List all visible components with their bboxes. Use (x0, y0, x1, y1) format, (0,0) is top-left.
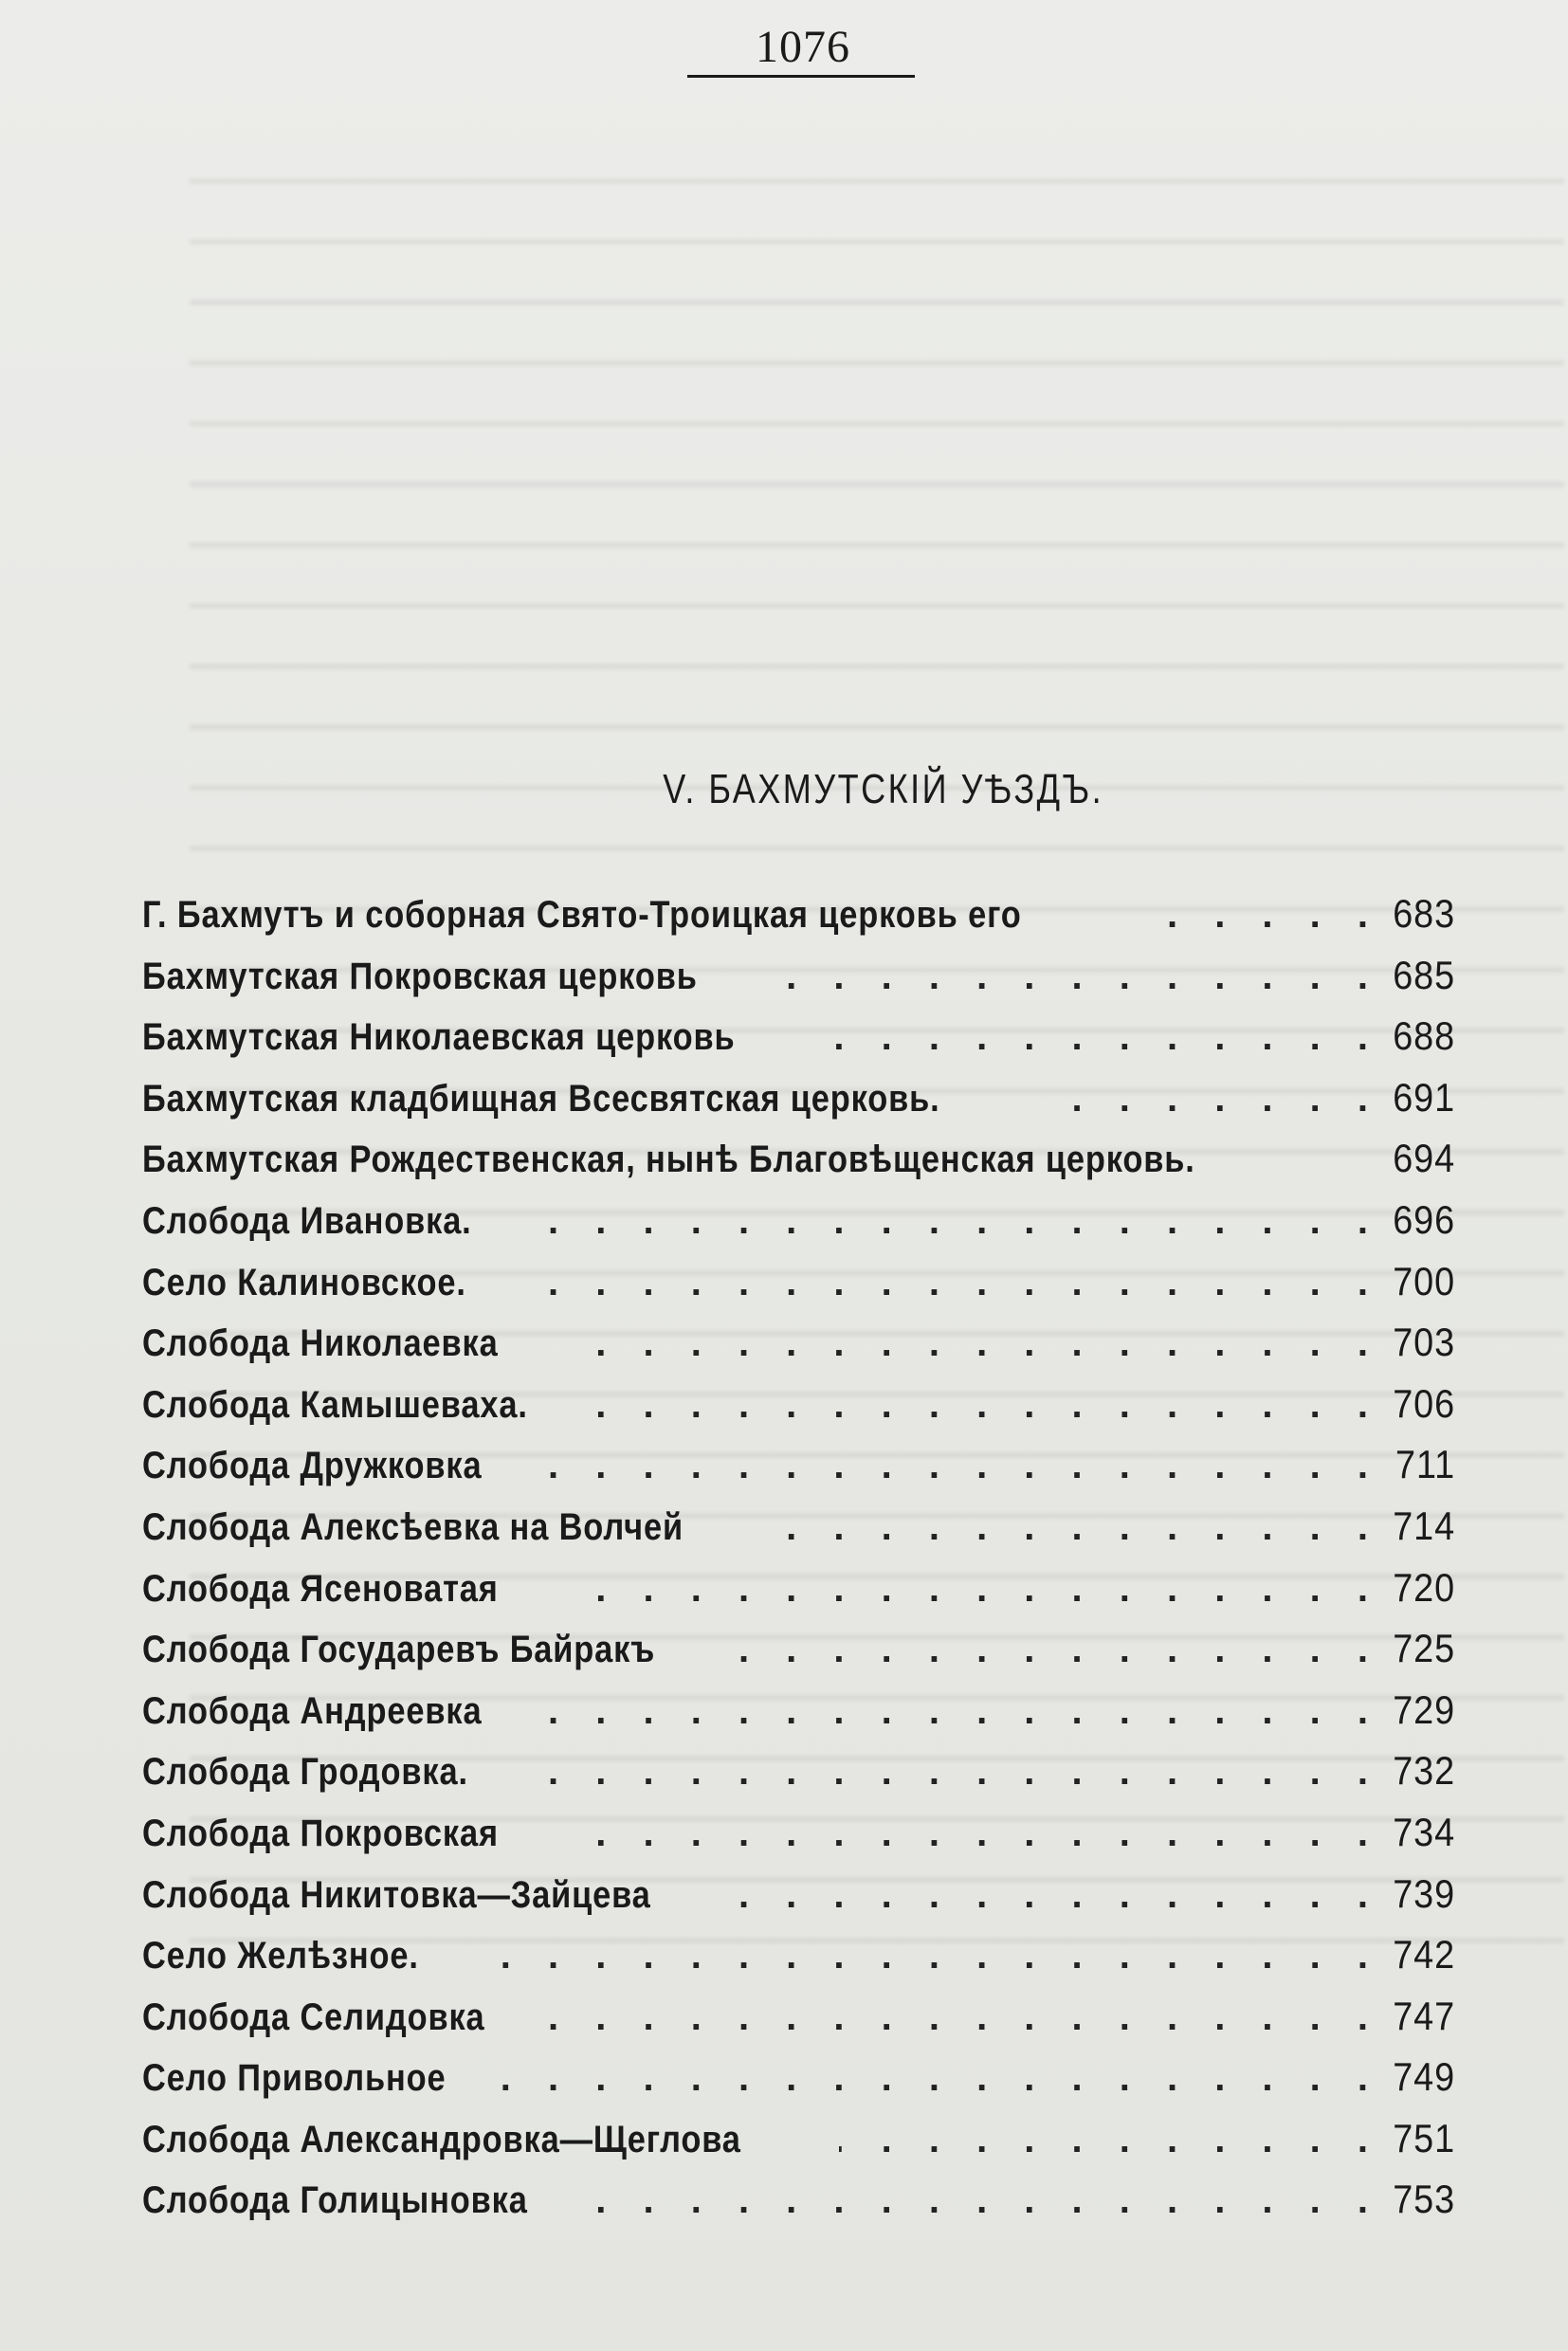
toc-entry (142, 1680, 1455, 1741)
toc-entry-page: 688 (1393, 1013, 1455, 1059)
toc-entry (142, 2108, 1455, 2170)
toc-entry (142, 1924, 1455, 1986)
toc-entry (142, 1802, 1455, 1864)
toc-entry-page: 685 (1393, 952, 1455, 997)
dot-leader (556, 1803, 1368, 1864)
toc-entry-page: 734 (1393, 1809, 1455, 1854)
page-header (689, 21, 917, 74)
toc-entry-page: 732 (1393, 1748, 1455, 1794)
toc-entry (142, 1251, 1455, 1313)
toc-entry-title: Слобода Гродовка. (142, 1751, 468, 1794)
dot-leader (831, 1007, 1368, 1067)
toc-entry (142, 1558, 1455, 1619)
toc-entry-title: Бахмутская Рождественская, нынѣ Благовѣщенская церковь. (142, 1139, 1195, 1181)
dot-leader (521, 1741, 1368, 1802)
toc-entry (142, 1128, 1455, 1190)
toc-entry-title: Слобода Алексѣевка на Волчей (142, 1505, 684, 1548)
dot-leader (734, 1865, 1368, 1925)
toc-entry-page: 706 (1393, 1380, 1455, 1426)
toc-entry (142, 1190, 1455, 1251)
toc-entry-title: Слобода Никитовка—Зайцева (142, 1873, 651, 1916)
toc-entry (142, 1374, 1455, 1435)
toc-entry-title: Слобода Ивановка. (142, 1199, 472, 1242)
toc-entry-title: Бахмутская Николаевская церковь (142, 1016, 736, 1059)
toc-entry-page: 747 (1393, 1993, 1455, 2038)
toc-entry-page: 711 (1395, 1442, 1455, 1487)
toc-entry-title: Слобода Покровская (142, 1812, 499, 1854)
toc-entry-title: Слобода Николаевка (142, 1322, 499, 1365)
toc-entry-title: Слобода Александровка—Щеглова (142, 2118, 741, 2160)
toc-entry-title: Слобода Ясеноватая (142, 1567, 499, 1610)
toc-entry-title: Село Привольное (142, 2057, 447, 2100)
dot-leader (538, 1681, 1368, 1741)
toc-entry-title: Село Желѣзное. (142, 1935, 419, 1977)
toc-entry-title: Слобода Камышеваха. (142, 1383, 528, 1426)
dot-leader (1165, 884, 1368, 945)
dot-leader (591, 2170, 1368, 2231)
toc-entry-page: 749 (1393, 2054, 1455, 2100)
dot-leader (591, 1375, 1368, 1435)
toc-entry-page: 751 (1393, 2115, 1455, 2160)
dot-leader (839, 2109, 1368, 2170)
toc-entry (142, 945, 1455, 1007)
toc-entry-page: 700 (1393, 1258, 1455, 1303)
toc-entry-page: 739 (1393, 1870, 1455, 1916)
toc-entry-title: Бахмутская Покровская церковь (142, 955, 698, 997)
toc-entry-page: 729 (1393, 1686, 1455, 1732)
toc-entry-page: 753 (1393, 2177, 1455, 2222)
toc-entry-page: 720 (1393, 1564, 1455, 1610)
toc-entry-page: 714 (1393, 1503, 1455, 1548)
toc-entry-title: Слобода Дружковка (142, 1445, 483, 1487)
dot-leader (556, 1558, 1368, 1619)
toc-entry (142, 1864, 1455, 1925)
toc-entry (142, 2169, 1455, 2231)
dot-leader (496, 2048, 1368, 2108)
section-heading-text: V. БАХМУТСКІЙ УѢЗДЪ. (663, 766, 1104, 812)
table-of-contents (142, 884, 1455, 2231)
page-number: 1076 (756, 22, 850, 72)
toc-entry (142, 1434, 1455, 1496)
dot-leader (519, 1252, 1368, 1313)
toc-entry (142, 1067, 1455, 1129)
toc-entry (142, 1986, 1455, 2048)
toc-entry-page: 691 (1393, 1074, 1455, 1120)
toc-entry-title: Бахмутская кладбищная Всесвятская церковь. (142, 1077, 940, 1120)
toc-entry (142, 884, 1455, 945)
dot-leader (1366, 1129, 1368, 1190)
toc-entry-page: 703 (1393, 1320, 1455, 1365)
toc-entry-title: Г. Бахмутъ и соборная Свято-Троицкая церковь его (142, 894, 1022, 936)
dot-leader (738, 1619, 1368, 1680)
toc-entry-title: Село Калиновское. (142, 1261, 466, 1303)
toc-entry-page: 696 (1393, 1196, 1455, 1242)
dot-leader (772, 1497, 1368, 1558)
dot-leader (788, 946, 1368, 1007)
toc-entry (142, 1618, 1455, 1680)
header-rule (687, 75, 915, 78)
toc-entry-page: 742 (1393, 1932, 1455, 1977)
section-heading (158, 766, 1444, 813)
dot-leader (525, 1191, 1368, 1251)
dot-leader (538, 1435, 1368, 1496)
toc-entry-title: Слобода Государевъ Байракъ (142, 1629, 656, 1671)
toc-entry (142, 2047, 1455, 2108)
toc-entry-page: 694 (1393, 1136, 1455, 1181)
toc-entry (142, 1006, 1455, 1067)
toc-entry-title: Слобода Селидовка (142, 1996, 485, 2038)
toc-entry-title: Слобода Андреевка (142, 1689, 483, 1732)
dot-leader (1070, 1068, 1368, 1129)
toc-entry-title: Слобода Голицыновка (142, 2179, 528, 2222)
dot-leader (464, 1925, 1368, 1986)
toc-entry-page: 683 (1393, 891, 1455, 936)
toc-entry (142, 1496, 1455, 1558)
dot-leader (540, 1987, 1368, 2048)
toc-entry (142, 1740, 1455, 1802)
toc-entry-page: 725 (1393, 1626, 1455, 1671)
toc-entry (142, 1312, 1455, 1374)
dot-leader (556, 1313, 1368, 1374)
